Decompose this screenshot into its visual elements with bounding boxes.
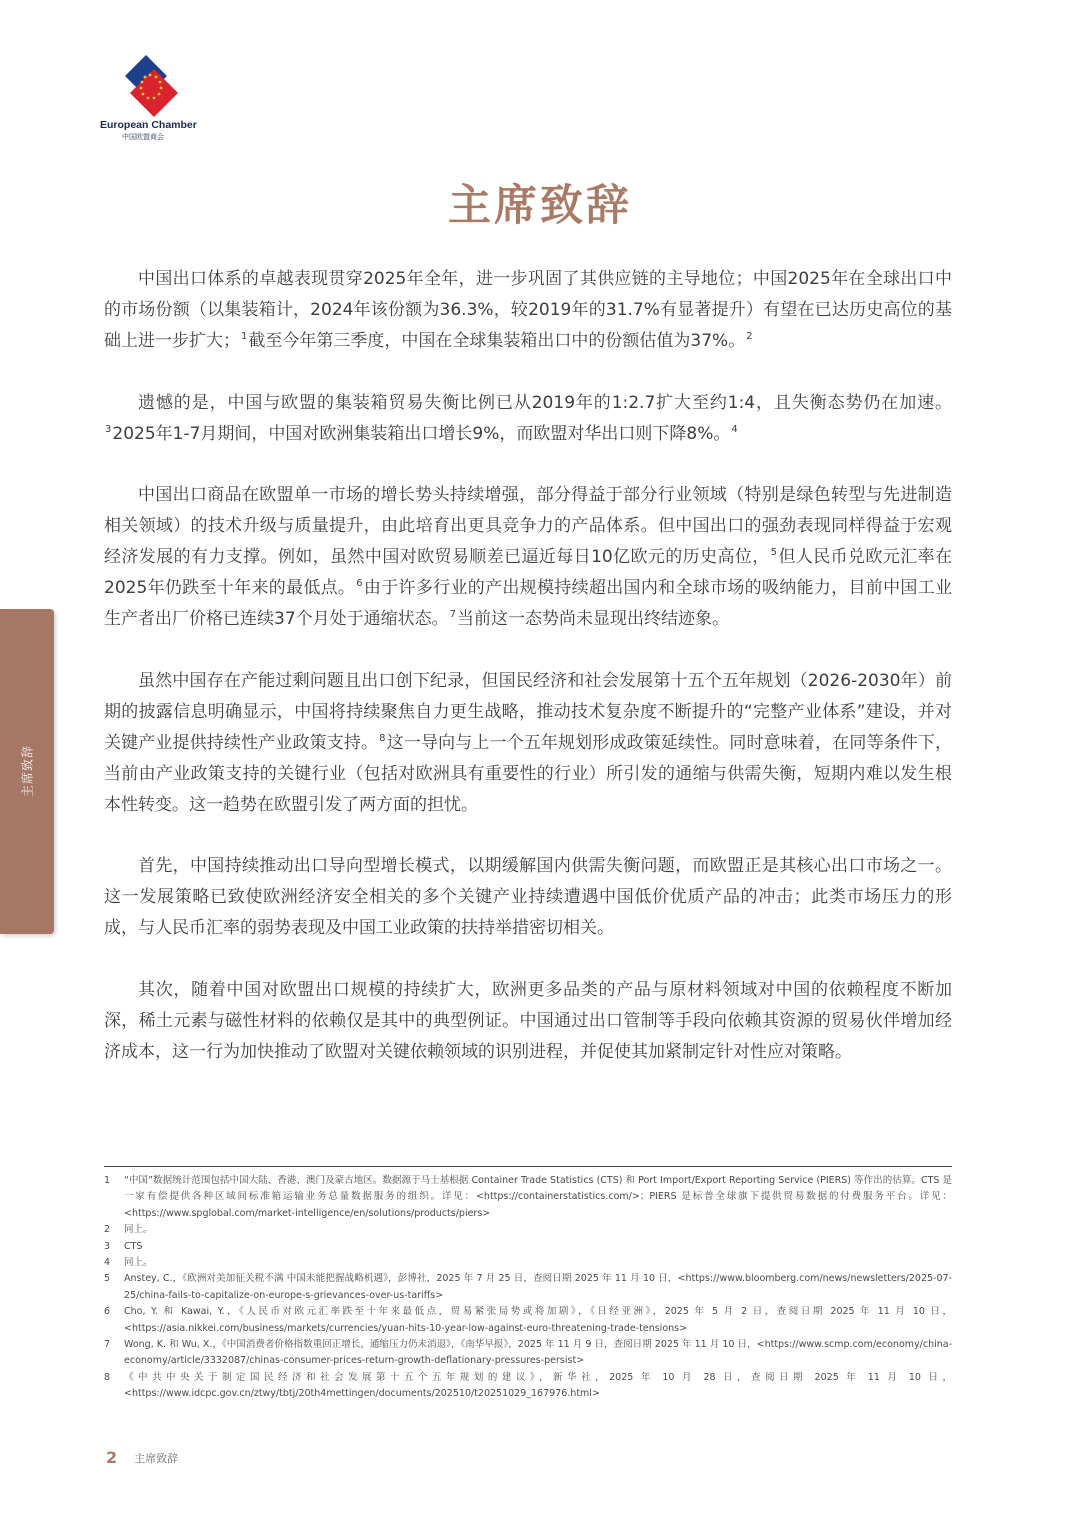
paragraph-text: 其次，随着中国对欧盟出口规模的持续扩大，欧洲更多品类的产品与原材料领域对中国的依赖程度不断加深，稀土元素与磁性材料的依赖仅是其中的典型例证。中国通过出口管制等手段向依赖其资源的贸易伙伴增加经济成本，这一行为加快推动了欧盟对关键依赖领域的识别进程，并促使其加紧制定针对性应对策略。: [104, 979, 952, 1062]
footnote-number: 4: [104, 1257, 111, 1269]
footnote-text: Anstey, C.，《欧洲对美加征关税不满 中国未能把握战略机遇》，彭博社，2025 年 7 月 25 日，查阅日期 2025 年 11 月 10 日，<https://www.bloomberg.com/news/newsletters/2025-07-25/china-fails-to-capitalize-on-europe-s-grievances-over-us-tariffs>: [124, 1273, 952, 1301]
body-paragraph: [104, 975, 952, 1068]
footnote-marker[interactable]: 1: [241, 331, 248, 342]
footnote-text: Cho, Y. 和 Kawai, Y.，《人民币对欧元汇率跌至十年来最低点，贸易紧张局势或将加剧》，《日经亚洲》，2025 年 5 月 2 日，查阅日期 2025 年 11 月 10 日，<https://asia.nikkei.com/business/markets/currencies/yuan-hits-10-year-low-against-euro-threatening-trade-tensions>: [124, 1306, 952, 1334]
european-chamber-logo: [100, 52, 200, 142]
body-paragraph: [104, 388, 952, 450]
body-paragraph: [104, 851, 952, 944]
footnote-item: [104, 1239, 952, 1255]
footnotes: [104, 1173, 952, 1403]
body-paragraph: [104, 264, 952, 357]
page-number: 2: [106, 1448, 118, 1467]
footnote-number: 7: [104, 1339, 111, 1351]
footnote-item: [104, 1173, 952, 1222]
footnote-item: [104, 1255, 952, 1271]
footnote-marker[interactable]: 6: [356, 578, 363, 589]
footnote-number: 8: [104, 1371, 111, 1383]
footnote-number: 3: [104, 1240, 111, 1252]
paragraph-text: 中国出口体系的卓越表现贯穿2025年全年，进一步巩固了其供应链的主导地位；中国2025年在全球出口中的市场份额（以集装箱计，2024年该份额为36.3%，较2019年的31.7%有显著提升）有望在已达历史高位的基础上进一步扩大；: [104, 269, 952, 351]
paragraph-text: 首先，中国持续推动出口导向型增长模式，以期缓解国内供需失衡问题，而欧盟正是其核心出口市场之一。这一发展策略已致使欧洲经济安全相关的多个关键产业持续遭遇中国低价优质产品的冲击；此类市场压力的形成，与人民币汇率的弱势表现及中国工业政策的扶持举措密切相关。: [104, 856, 952, 938]
footnote-marker[interactable]: 7: [449, 609, 457, 620]
body-paragraph: [104, 480, 952, 635]
footnote-text: Wong, K. 和 Wu, X.，《中国消费者价格指数重回正增长，通缩压力仍未消退》，《南华早报》，2025 年 11 月 9 日，查阅日期 2025 年 11 月 10 日，<https://www.scmp.com/economy/china-economy/article/3332087/chinas-consumer-prices-return-growth-deflationary-pressures-persist>: [124, 1339, 952, 1367]
footnote-number: 2: [104, 1224, 111, 1236]
footnote-text: CTS: [124, 1240, 143, 1252]
footnote-text: 同上。: [124, 1224, 153, 1236]
paragraph-text: 这一导向与上一个五年规划形成政策延续性。同时意味着，在同等条件下，当前由产业政策支持的关键行业（包括对欧洲具有重要性的行业）所引发的通缩与供需失衡，短期内难以发生根本性转变。这一趋势在欧盟引发了两方面的担忧。: [104, 732, 953, 815]
footnote-item: [104, 1370, 952, 1403]
footnote-number: 5: [104, 1273, 111, 1285]
footnote-item: [104, 1304, 952, 1337]
body-paragraph: [104, 666, 952, 821]
logo-text-cn: 中国欧盟商会: [122, 133, 164, 141]
logo-text-en: European Chamber: [100, 119, 197, 131]
footnote-marker[interactable]: 2: [746, 331, 753, 342]
logo-mark-icon: [116, 52, 182, 118]
paragraph-text: 截至今年第三季度，中国在全球集装箱出口中的份额估值为37%。: [248, 331, 746, 351]
side-tab-label: 主席致辞: [20, 744, 35, 798]
footnote-divider: [104, 1166, 952, 1167]
paragraph-text: 2025年1-7月期间，中国对欧洲集装箱出口增长9%，而欧盟对华出口则下降8%。: [112, 423, 731, 444]
paragraph-text: 遗憾的是，中国与欧盟的集装箱贸易失衡比例已从2019年的1:2.7扩大至约1:4，且失衡态势仍在加速。: [138, 392, 952, 413]
paragraph-text: 中国出口商品在欧盟单一市场的增长势头持续增强，部分得益于部分行业领域（特别是绿色转型与先进制造相关领域）的技术升级与质量提升，由此培育出更具竞争力的产品体系。但中国出口的强劲表现同样得益于宏观经济发展的有力支撑。例如，虽然中国对欧贸易顺差已逼近每日10亿欧元的历史高位，: [104, 485, 952, 567]
paragraph-text: 但人民币兑欧元汇率在2025年仍跌至十年来的最低点。: [104, 547, 953, 598]
footnote-item: [104, 1271, 952, 1304]
side-tab[interactable]: [0, 609, 54, 934]
footnote-marker[interactable]: 5: [770, 547, 778, 558]
footnote-marker[interactable]: 4: [731, 423, 738, 435]
footnote-number: 6: [104, 1306, 111, 1318]
paragraph-text: 虽然中国存在产能过剩问题且出口创下纪录，但国民经济和社会发展第十五个五年规划（2026-2030年）前期的披露信息明确显示，中国将持续聚焦自力更生战略，推动技术复杂度不断提升的“完整产业体系”建设，并对关键产业提供持续性产业政策支持。: [104, 670, 952, 753]
footnote-text: “中国”数据统计范围包括中国大陆、香港、澳门及蒙古地区。数据源于马士基根据 Container Trade Statistics (CTS) 和 Port Import/Export Reporting Service (PIERS) 等作出的估算。CTS 是一家有偿提供各种区域间标准箱运输业务总量数据服务的组织。详见：<https://containerstatistics.com/>；PIERS 是标普全球旗下提供贸易数据的付费服务平台。详见：<https://www.spglobal.com/market-intelligence/en/solutions/products/piers>: [124, 1175, 952, 1219]
footer-section-label: 主席致辞: [134, 1451, 179, 1465]
footnote-marker[interactable]: 8: [379, 732, 386, 744]
page-footer: [106, 1447, 178, 1467]
article-body: [104, 264, 952, 1098]
footnote-item: [104, 1337, 952, 1370]
footnote-item: [104, 1222, 952, 1238]
page-title: 主席致辞: [448, 181, 632, 231]
footnote-text: 《中共中央关于制定国民经济和社会发展第十五个五年规划的建议》，新华社，2025 年 10 月 28 日，查阅日期 2025 年 11 月 10 日，<https://www.idcpc.gov.cn/ztwy/tbtj/20th4mettingen/documents/202510/t20251029_167976.html>: [124, 1371, 952, 1400]
footnote-marker[interactable]: 3: [105, 423, 112, 435]
paragraph-text: 当前这一态势尚未显现出终结迹象。: [457, 609, 730, 629]
footnote-number: 1: [104, 1175, 111, 1186]
footnote-text: 同上。: [124, 1257, 153, 1269]
paragraph-text: 由于许多行业的产出规模持续超出国内和全球市场的吸纳能力，目前中国工业生产者出厂价格已连续37个月处于通缩状态。: [104, 578, 953, 629]
